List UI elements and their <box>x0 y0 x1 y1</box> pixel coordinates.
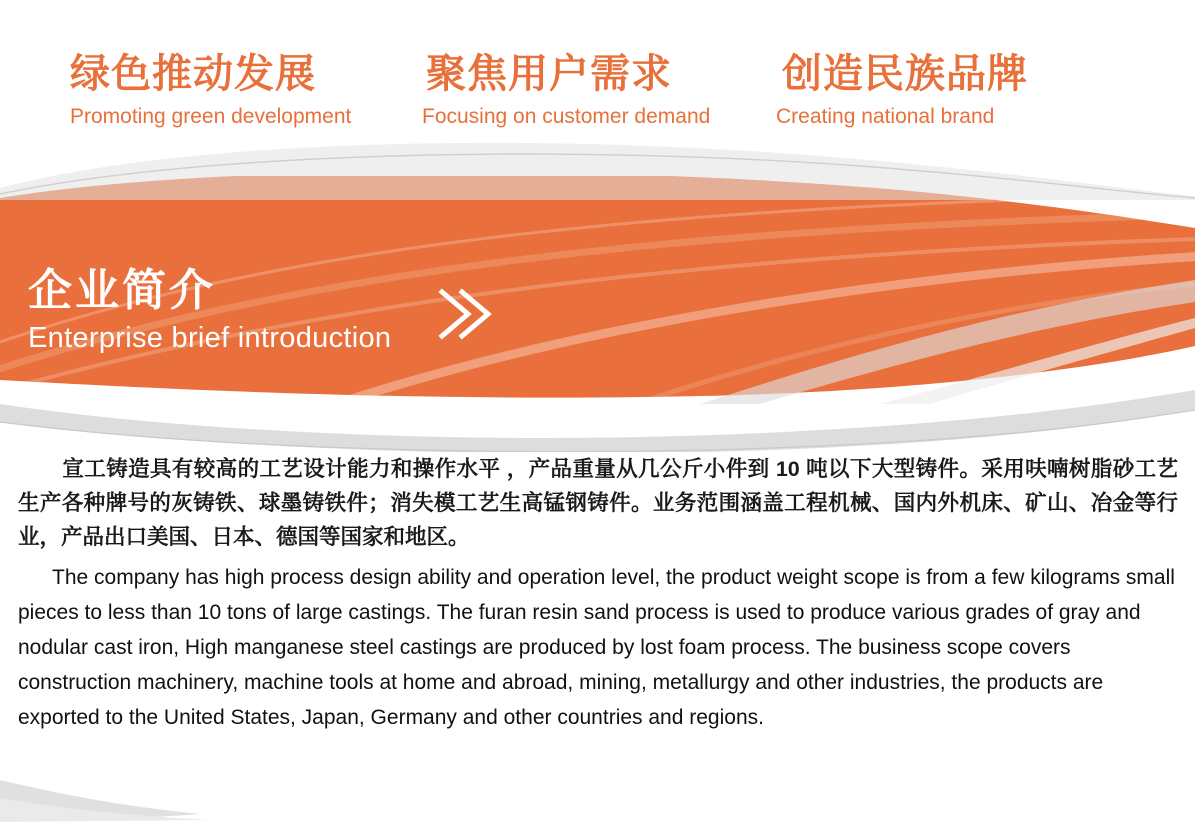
banner-title-english: Enterprise brief introduction <box>28 322 392 354</box>
paragraph-chinese <box>18 452 1178 554</box>
slogan-chinese: 绿色推动发展 <box>70 52 316 96</box>
slogan-english: Creating national brand <box>776 105 995 128</box>
banner-title-block <box>28 264 391 358</box>
slogan-english: Promoting green development <box>70 105 352 128</box>
slogan-item <box>772 48 1052 132</box>
paragraph-english <box>18 560 1178 735</box>
banner-title-chinese: 企业简介 <box>28 266 216 315</box>
top-swoosh-decoration <box>0 130 1195 200</box>
slogan-row <box>70 48 1052 132</box>
slogan-english: Focusing on customer demand <box>422 105 711 128</box>
paragraph-english-text: The company has high process design ability and operation level, the product weight scope is from a few kilograms small pieces to less than 10 tons of large castings. The furan resin sand process is used to produce various grades of gray and nodular cast iron, High manganese steel castings are produced by lost foam process. The business scope covers construction machinery, machine tools at home and abroad, mining, metallurgy and other industries, the products are exported to the United States, Japan, Germany and other countries and regions. <box>18 566 1175 729</box>
slogan-chinese: 创造民族品牌 <box>782 52 1028 96</box>
slogan-chinese: 聚焦用户需求 <box>426 52 672 96</box>
double-chevron-right-icon <box>432 282 496 346</box>
slogan-item <box>422 48 772 132</box>
body-content <box>18 452 1178 735</box>
lower-swoosh-decoration <box>0 352 1195 452</box>
paragraph-chinese-text: 宣工铸造具有较高的工艺设计能力和操作水平 ，产品重量从几公斤小件到 10 吨以下大型铸件。采用呋喃树脂砂工艺生产各种牌号的灰铸铁、球墨铸铁件；消失模工艺生高锰钢铸件。业务范围涵盖工程机械、国内外机床、矿山、冶金等行业，产品出口美国、日本、德国等国家和地区。 <box>18 457 1178 549</box>
slogan-item <box>70 48 422 132</box>
